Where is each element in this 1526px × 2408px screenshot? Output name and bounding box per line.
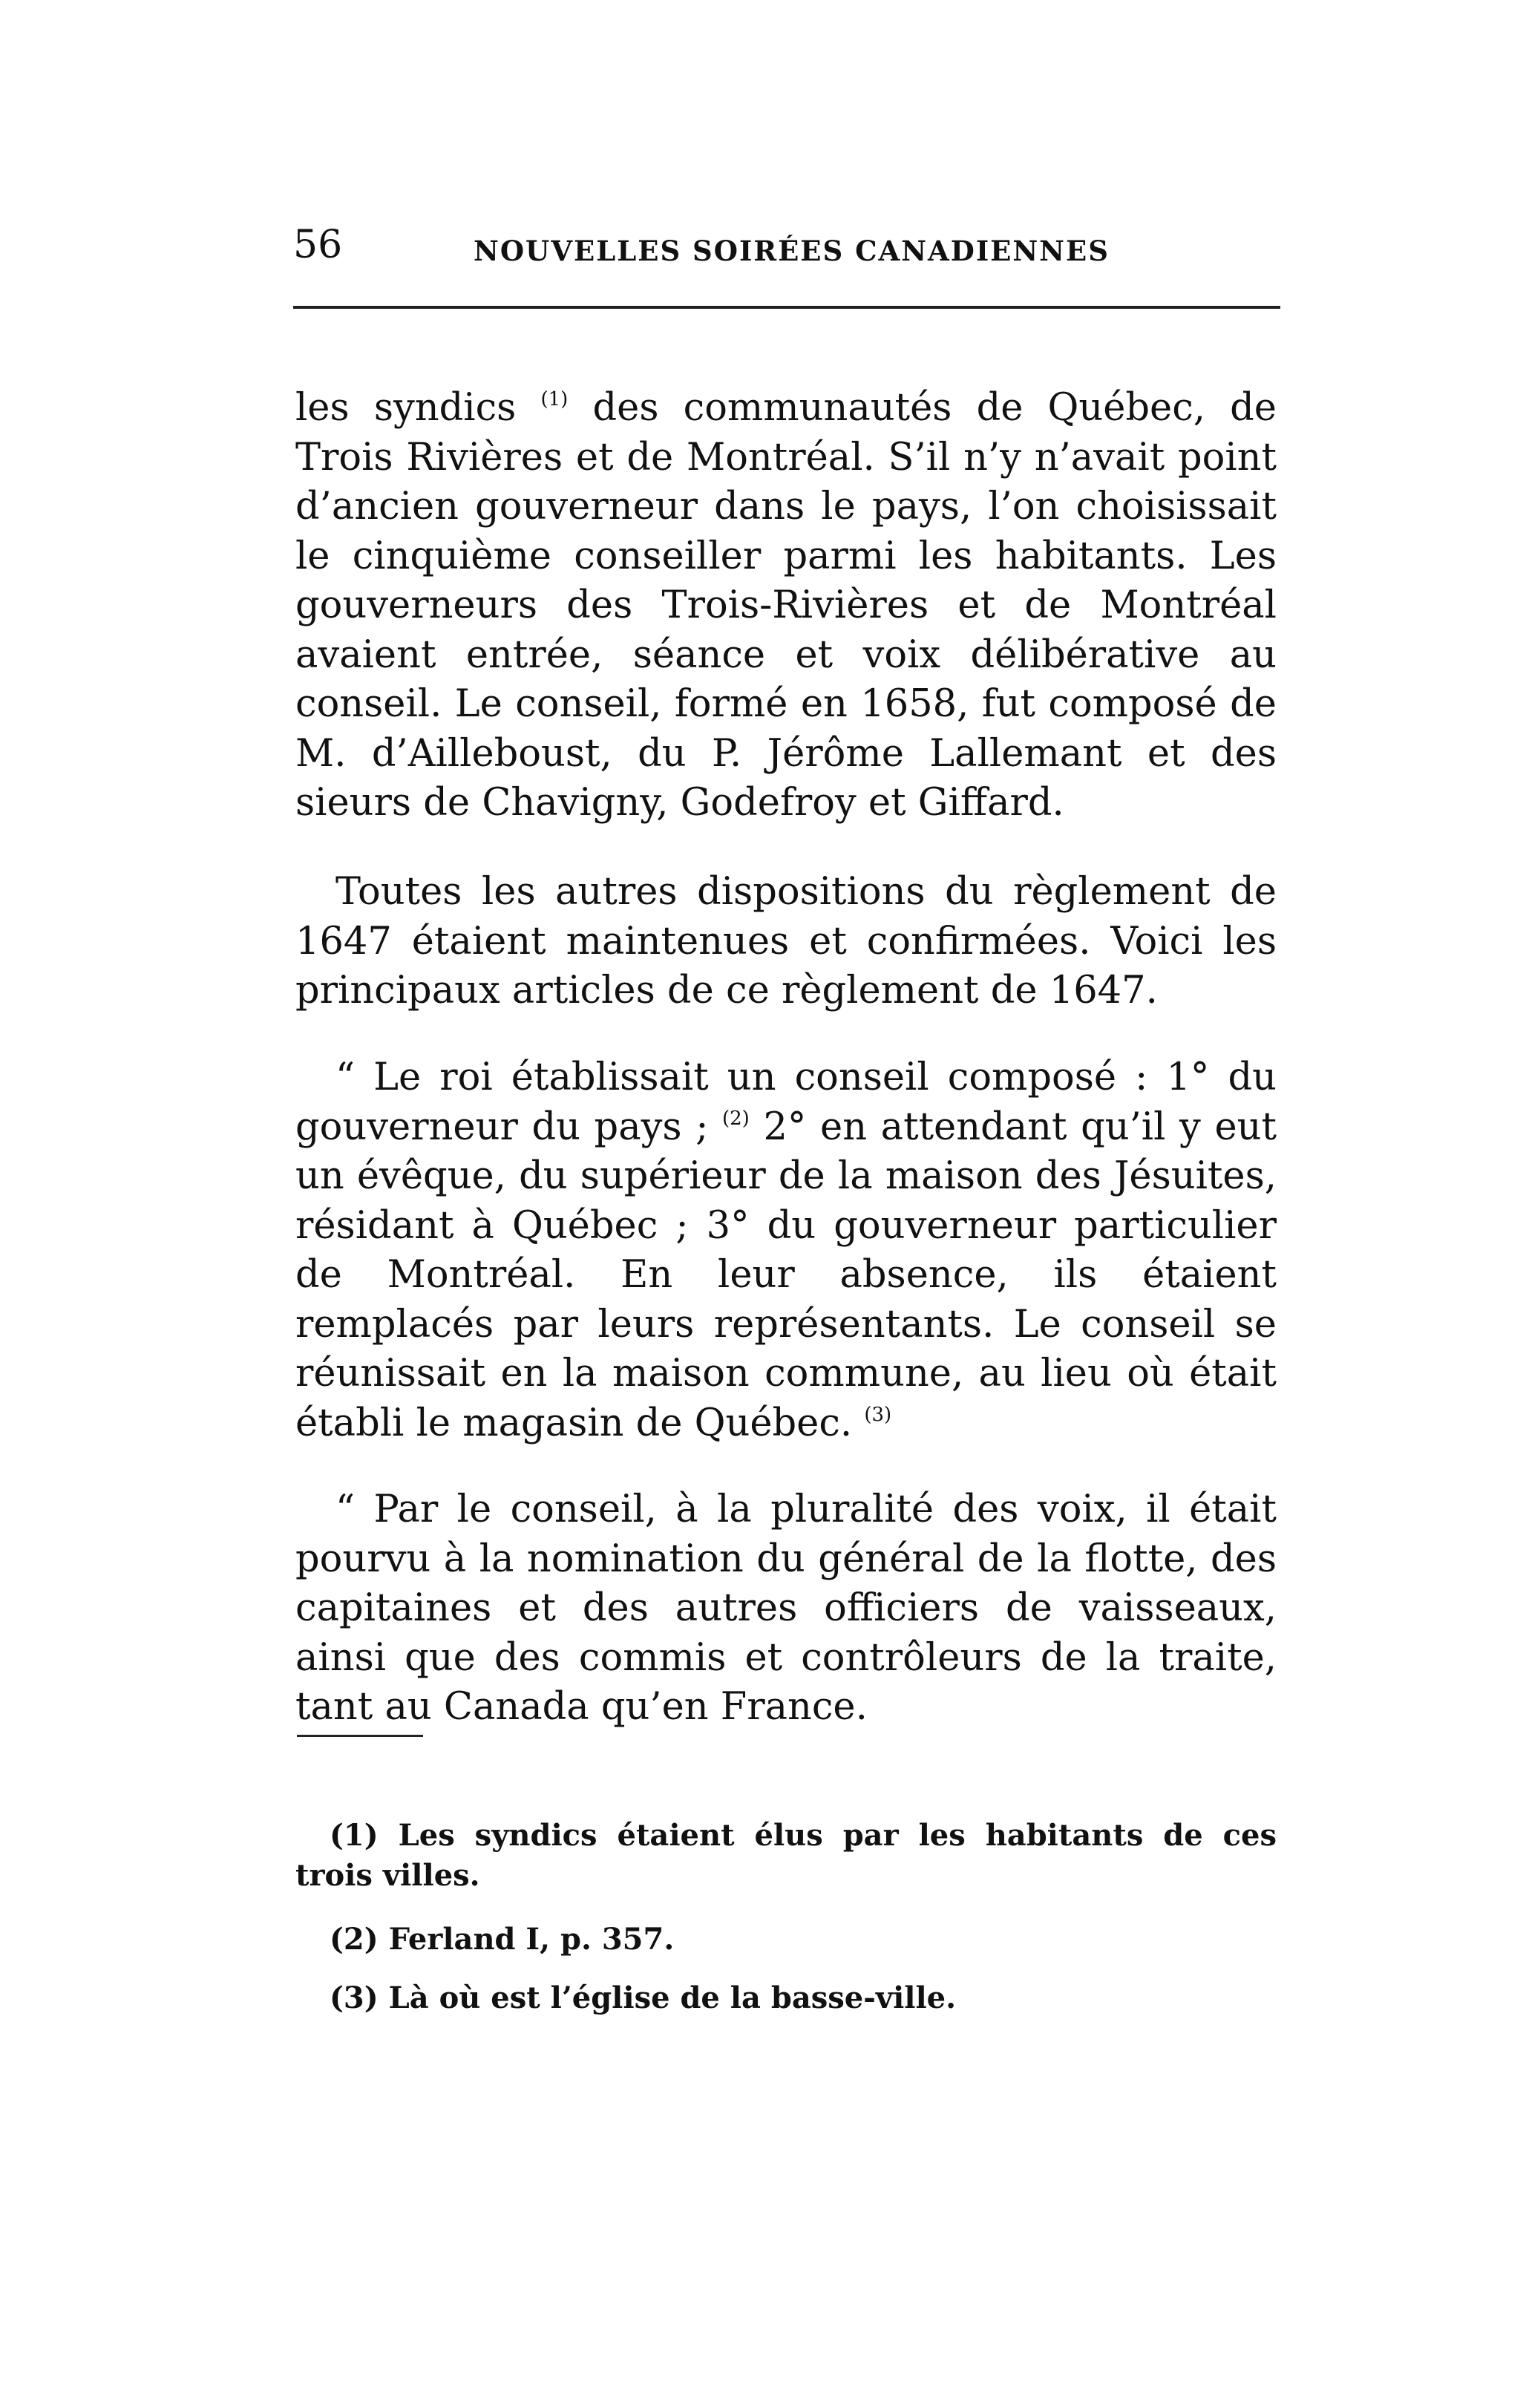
footnote-ref-1: (1) [540, 388, 569, 410]
footnote-ref-3: (3) [864, 1403, 892, 1426]
paragraph-2: Toutes les autres dispositions du règlement de 1647 étaient maintenues et confirmées. Voici les principaux articles de ce règlement de 1647. [295, 870, 1277, 1012]
paragraph-3-middle: 2° en attendant qu’il y eut un évêque, du supérieur de la maison des Jésuites, résidant à Québec ; 3° du gouverneur particulier de Montréal. En leur absence, ils étaient remplacés par leurs représentants. Le conseil se réunissait en la maison commune, au lieu où était établi le magasin de Québec. [295, 1105, 1277, 1445]
paragraph-4: “ Par le conseil, à la pluralité des voix, il était pourvu à la nomination du général de la flotte, des capitaines et des autres officiers de vaisseaux, ainsi que des commis et contrôleurs de la traite, tant au Canada qu’en France. [295, 1488, 1277, 1729]
paragraph-1-rest: des communautés de Québec, de Trois Rivières et de Montréal. S’il n’y n’avait point d’ancien gouverneur dans le pays, l’on choisissait le cinquième conseiller parmi les habitants. Les gouverneurs des Trois-Rivières et de Montréal avaient entrée, séance et voix délibérative au conseil. Le conseil, formé en 1658, fut composé de M. d’Ailleboust, du P. Jérôme Lallemant et des sieurs de Chavigny, Godefroy et Giffard. [295, 386, 1277, 825]
paragraph-3 [295, 1053, 1277, 1448]
book-title: NOUVELLES SOIRÉES CANADIENNES [474, 235, 1110, 267]
header-rule [293, 306, 1280, 309]
paragraph-1 [295, 384, 1277, 828]
footnote-rule [297, 1735, 423, 1737]
footnote-2: (2) Ferland I, p. 357. [330, 1922, 675, 1957]
footnote-1: (1) Les syndics étaient élus par les habitants de ces trois villes. [295, 1818, 1277, 1893]
footnote-ref-2: (2) [722, 1107, 750, 1130]
page-number: 56 [293, 223, 343, 267]
paragraph-3-start: “ Le roi établissait un conseil composé : 1° du gouverneur du pays ; [295, 1056, 1277, 1149]
paragraph-1-start: les syndics [295, 386, 541, 430]
footnote-3: (3) Là où est l’église de la basse-ville. [330, 1980, 957, 2015]
